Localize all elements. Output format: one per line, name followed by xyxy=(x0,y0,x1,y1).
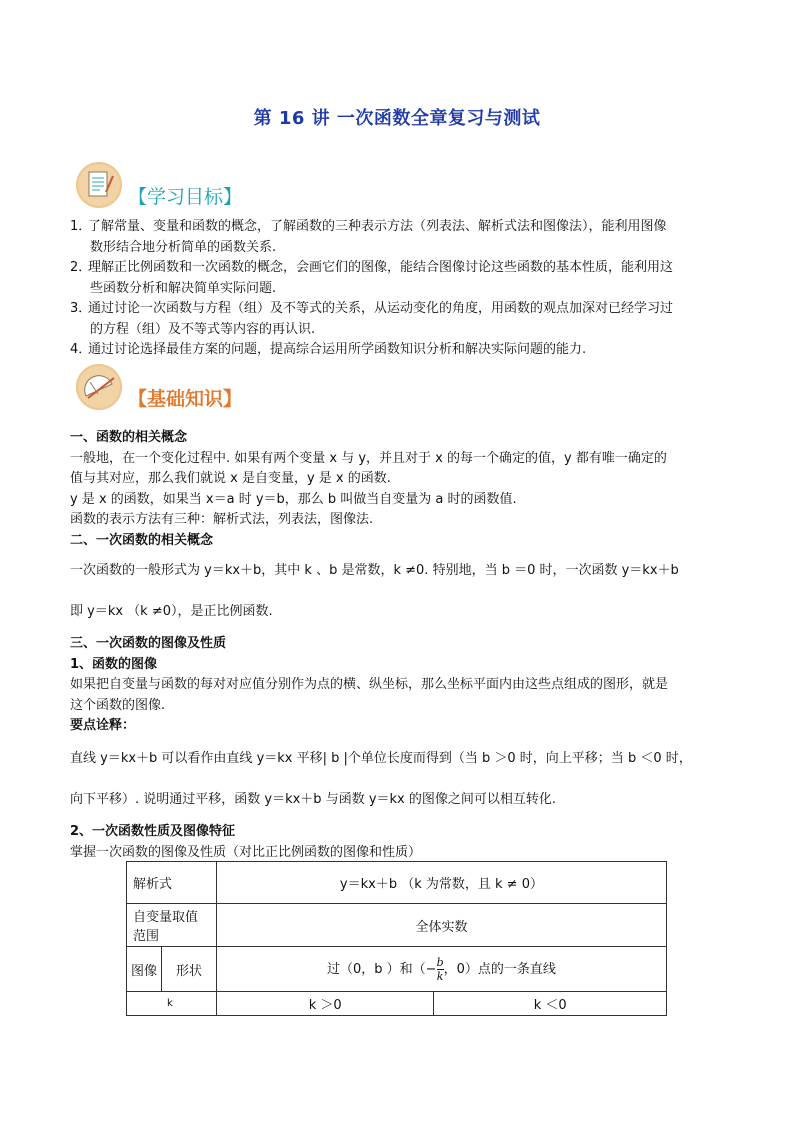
notebook-icon xyxy=(76,162,122,208)
table-cell: 自变量取值范围 xyxy=(127,904,217,947)
basics-heading: 【基础知识】 xyxy=(128,388,243,410)
table-cell: k ＜0 xyxy=(434,992,667,1016)
translation-line-2: 向下平移）. 说明通过平移，函数 y＝kx＋b 与函数 y＝kx 的图像之间可以相互转化. xyxy=(70,792,557,807)
goal-item-1: 1．了解常量、变量和函数的概念，了解函数的三种表示方法（列表法、解析式法和图像法），能利用图像 xyxy=(70,219,667,234)
goals-header xyxy=(76,160,242,209)
linear-general-form: 一次函数的一般形式为 y＝kx＋b，其中 k 、b 是常数，k ≠0. 特别地，当 b ＝0 时，一次函数 y＝kx＋b xyxy=(70,563,679,578)
properties-intro: 2、一次函数性质及图像特征 掌握一次函数的图像及性质（对比正比例函数的图像和性质） xyxy=(70,822,726,863)
table-cell: k ＞0 xyxy=(216,992,434,1016)
fraction: $\frac{b}{k}$ xyxy=(436,955,444,983)
section-function-concepts: 一、函数的相关概念 一般地，在一个变化过程中. 如果有两个变量 x 与 y，并且对于 x 的每一个确定的值，y 都有唯一确定的 值与其对应，那么我们就说 x 是自变量，y 是 x 的函数. y 是 x 的函数，如果当 x＝a 时 y＝b，那么 b 叫做当自变量为 a 时的函数值. 函数的表示方法有三种：解析式法，列表法，图像法. 二、一次函数的相关概念 xyxy=(70,428,726,551)
table-cell: 解析式 xyxy=(127,862,217,904)
basics-header xyxy=(76,362,242,411)
key-note-label: 要点诠释： xyxy=(70,718,136,733)
section-graph-properties: 三、一次函数的图像及性质 1、函数的图像 如果把自变量与函数的每对对应值分别作为点的横、纵坐标，那么坐标平面内由这些点组成的图形，就是 这个函数的图像. 要点诠释： xyxy=(70,634,726,737)
direct-proportion: 即 y＝kx （k ≠0），是正比例函数. xyxy=(70,604,273,619)
table-cell: k xyxy=(127,992,217,1016)
goals-list: 1．了解常量、变量和函数的概念，了解函数的三种表示方法（列表法、解析式法和图像法），能利用图像 数形结合地分析简单的函数关系. 2．理解正比例函数和一次函数的概念，会画它们的图像，能结合图像讨论这些函数的基本性质，能利用这 些函数分析和解决简单实际问题. 3．通过讨论一次函数与方程（组）及不等式的关系，从运动变化的角度，用函数的观点加深对已经学习过 的方程（组）及不等式等内容的再认识. 4．通过讨论选择最佳方案的问题，提高综合运用所学函数知识分析和解决实际问题的能力. xyxy=(70,217,726,361)
table-cell: y＝kx＋b （k 为常数，且 k ≠ 0） xyxy=(216,862,666,904)
subsection-title: 1、函数的图像 xyxy=(70,656,158,672)
properties-table xyxy=(126,861,667,1016)
protractor-icon xyxy=(76,364,122,410)
goal-item-3: 3．通过讨论一次函数与方程（组）及不等式的关系，从运动变化的角度，用函数的观点加深对已经学习过 xyxy=(70,301,674,316)
table-row xyxy=(127,862,667,904)
goal-item-2: 2．理解正比例函数和一次函数的概念，会画它们的图像，能结合图像讨论这些函数的基本性质，能利用这 xyxy=(70,260,674,275)
section-title: 二、一次函数的相关概念 xyxy=(70,532,214,548)
subsection-title: 2、一次函数性质及图像特征 xyxy=(70,824,236,839)
table-row xyxy=(127,992,667,1016)
table-row xyxy=(127,904,667,947)
goals-heading: 【学习目标】 xyxy=(128,186,243,208)
table-row xyxy=(127,947,667,992)
section-title: 三、一次函数的图像及性质 xyxy=(70,636,227,651)
table-cell: 过（0，b ）和（− $\frac{b}{k}$ ，0）点的一条直线 xyxy=(216,947,666,992)
section-title: 一、函数的相关概念 xyxy=(70,430,188,445)
table-cell: 图像 形状 xyxy=(127,947,217,992)
goal-item-4: 4．通过讨论选择最佳方案的问题，提高综合运用所学函数知识分析和解决实际问题的能力. xyxy=(70,342,587,357)
page-title: 第 16 讲 一次函数全章复习与测试 xyxy=(253,108,541,129)
translation-line: 直线 y＝kx＋b 可以看作由直线 y＝kx 平移| b |个单位长度而得到（当 b ＞0 时，向上平移；当 b ＜0 时， xyxy=(70,751,692,766)
table-cell: 全体实数 xyxy=(216,904,666,947)
